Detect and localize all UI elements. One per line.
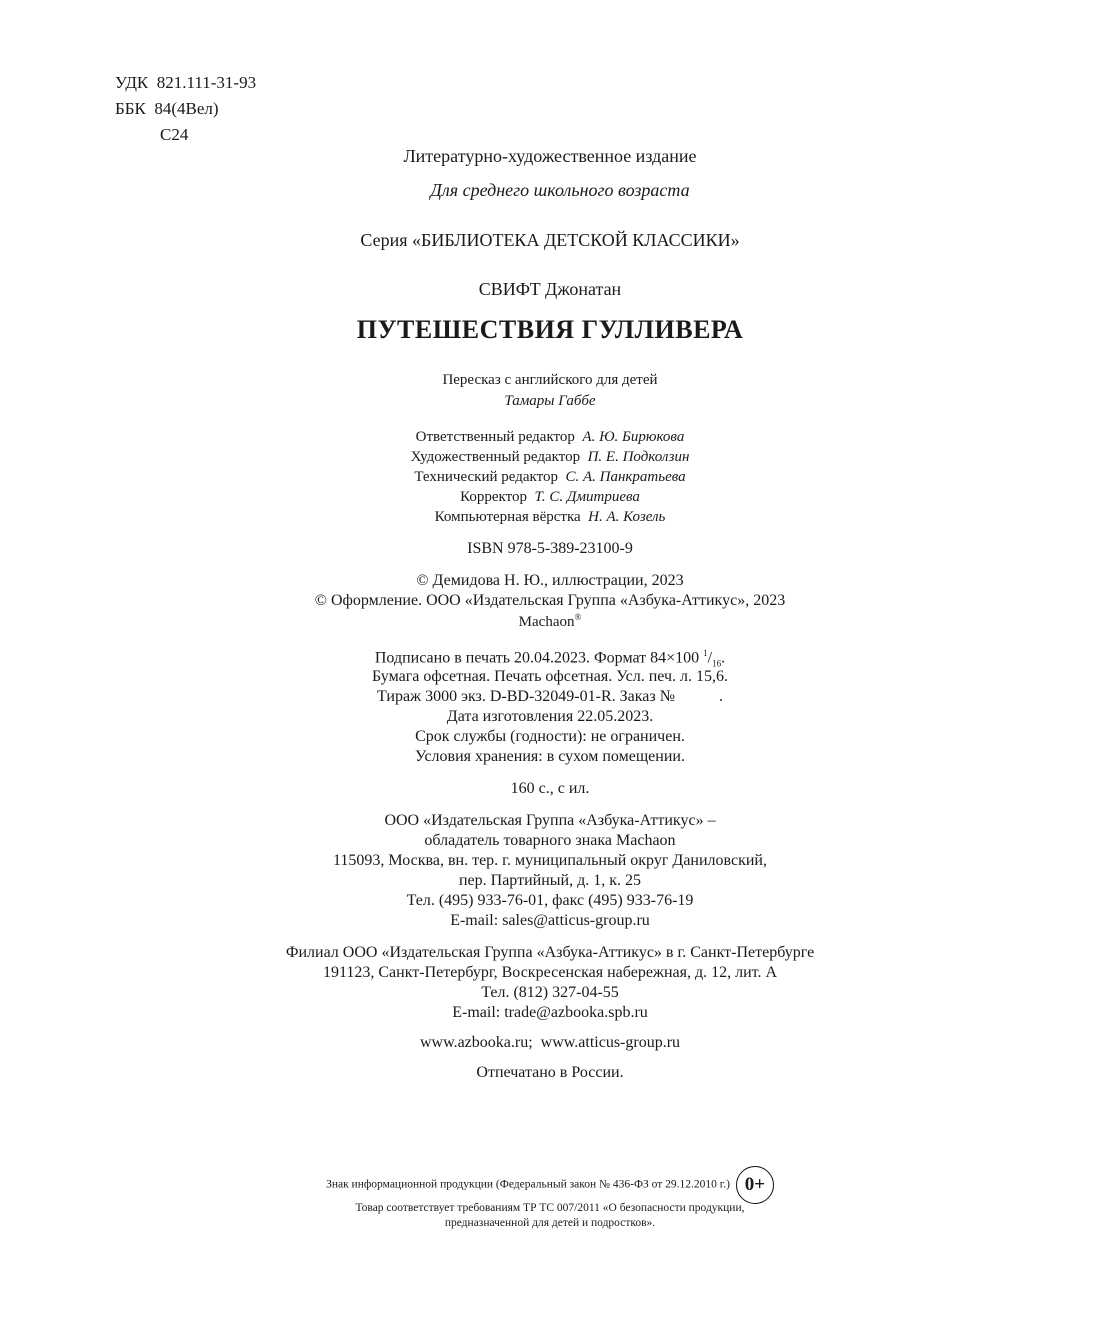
print-line: Срок службы (годности): не ограничен. <box>415 728 685 745</box>
age-group: Для среднего школьного возраста <box>430 180 690 200</box>
compliance-line: предназначенной для детей и подростков». <box>444 1217 656 1229</box>
editor-line <box>0 449 1100 466</box>
branch-line: Тел. (812) 327-04-55 <box>481 984 619 1001</box>
book-title: ПУТЕШЕСТВИЯ ГУЛЛИВЕРА <box>356 315 744 344</box>
copyright-line: © Оформление. ООО «Издательская Группа «Азбука-Аттикус», 2023 <box>314 592 786 609</box>
publisher-line: 115093, Москва, вн. тер. г. муниципальный округ Даниловский, <box>333 852 767 869</box>
editor-name: Н. А. Козель <box>588 509 666 525</box>
print-line: Дата изготовления 22.05.2023. <box>446 708 654 725</box>
print-signed: Подписано в печать 20.04.2023. Формат 84×100 $^1/_{16}$. <box>374 648 726 669</box>
websites: www.azbooka.ru; www.atticus-group.ru <box>419 1034 681 1051</box>
editor-role: Компьютерная вёрстка <box>434 509 581 525</box>
printed-in: Отпечатано в России. <box>476 1064 624 1081</box>
editor-role: Ответственный редактор <box>415 429 575 445</box>
copyright-line: © Демидова Н. Ю., иллюстрации, 2023 <box>416 572 684 589</box>
editor-name: А. Ю. Бирюкова <box>582 429 685 445</box>
brand-name: Machaon <box>518 614 575 630</box>
brand <box>0 612 1100 631</box>
editor-line <box>0 489 1100 506</box>
reteller: Тамары Габбе <box>504 393 596 409</box>
editor-name: Т. С. Дмитриева <box>534 489 640 505</box>
editor-role: Технический редактор <box>414 469 558 485</box>
print-line: Тираж 3000 экз. D-BD-32049-01-R. Заказ № . <box>377 688 723 705</box>
udk-label: УДК <box>115 73 149 92</box>
publisher-line: пер. Партийный, д. 1, к. 25 <box>458 872 641 889</box>
editor-name: С. А. Панкратьева <box>565 469 686 485</box>
editor-role: Художественный редактор <box>410 449 581 465</box>
publisher-email: E-mail: sales@atticus-group.ru <box>450 912 650 929</box>
branch-line: Филиал ООО «Издательская Группа «Азбука-Аттикус» в г. Санкт-Петербурге <box>285 944 815 961</box>
info-sign-text: Знак информационной продукции (Федеральный закон № 436-ФЗ от 29.12.2010 г.) <box>326 1178 730 1191</box>
info-sign <box>0 1166 1100 1204</box>
series: Серия «БИБЛИОТЕКА ДЕТСКОЙ КЛАССИКИ» <box>360 230 740 250</box>
print-line: Бумага офсетная. Печать офсетная. Усл. печ. л. 15,6. <box>372 668 728 685</box>
age-rating-badge: 0+ <box>736 1166 774 1204</box>
editor-role: Корректор <box>460 489 527 505</box>
editor-line <box>0 469 1100 486</box>
author-mark: С24 <box>160 125 189 144</box>
genre: Литературно-художественное издание <box>403 146 697 166</box>
editor-name: П. Е. Подколзин <box>587 449 690 465</box>
publisher-line: обладатель товарного знака Machaon <box>424 832 676 849</box>
udk-value: 821.111-31-93 <box>156 73 257 92</box>
udk <box>115 73 256 93</box>
bbk-value: 84(4Вел) <box>154 99 219 118</box>
publisher-line: ООО «Издательская Группа «Азбука-Аттикус» – <box>384 812 716 829</box>
bbk <box>115 99 219 119</box>
format-numerator: 1 <box>703 648 708 658</box>
retelling: Пересказ с английского для детей <box>442 372 658 388</box>
bbk-label: ББК <box>115 99 146 118</box>
branch-line: 191123, Санкт-Петербург, Воскресенская набережная, д. 12, лит. А <box>322 964 778 981</box>
branch-email: E-mail: trade@azbooka.spb.ru <box>452 1004 648 1021</box>
print-line: Условия хранения: в сухом помещении. <box>415 748 685 765</box>
publisher-line: Тел. (495) 933-76-01, факс (495) 933-76-19 <box>406 892 694 909</box>
author: СВИФТ Джонатан <box>478 279 622 299</box>
editor-line <box>0 509 1100 526</box>
format-denominator: 16 <box>712 658 722 669</box>
editor-line <box>0 429 1100 446</box>
compliance-line: Товар соответствует требованиям ТР ТС 007/2011 «О безопасности продукции, <box>355 1202 745 1214</box>
page-count: 160 с., с ил. <box>510 780 590 797</box>
isbn: ISBN 978-5-389-23100-9 <box>467 540 633 557</box>
registered-mark: ® <box>574 612 582 622</box>
print-signed-text: Подписано в печать 20.04.2023. Формат 84×100 <box>374 649 700 667</box>
